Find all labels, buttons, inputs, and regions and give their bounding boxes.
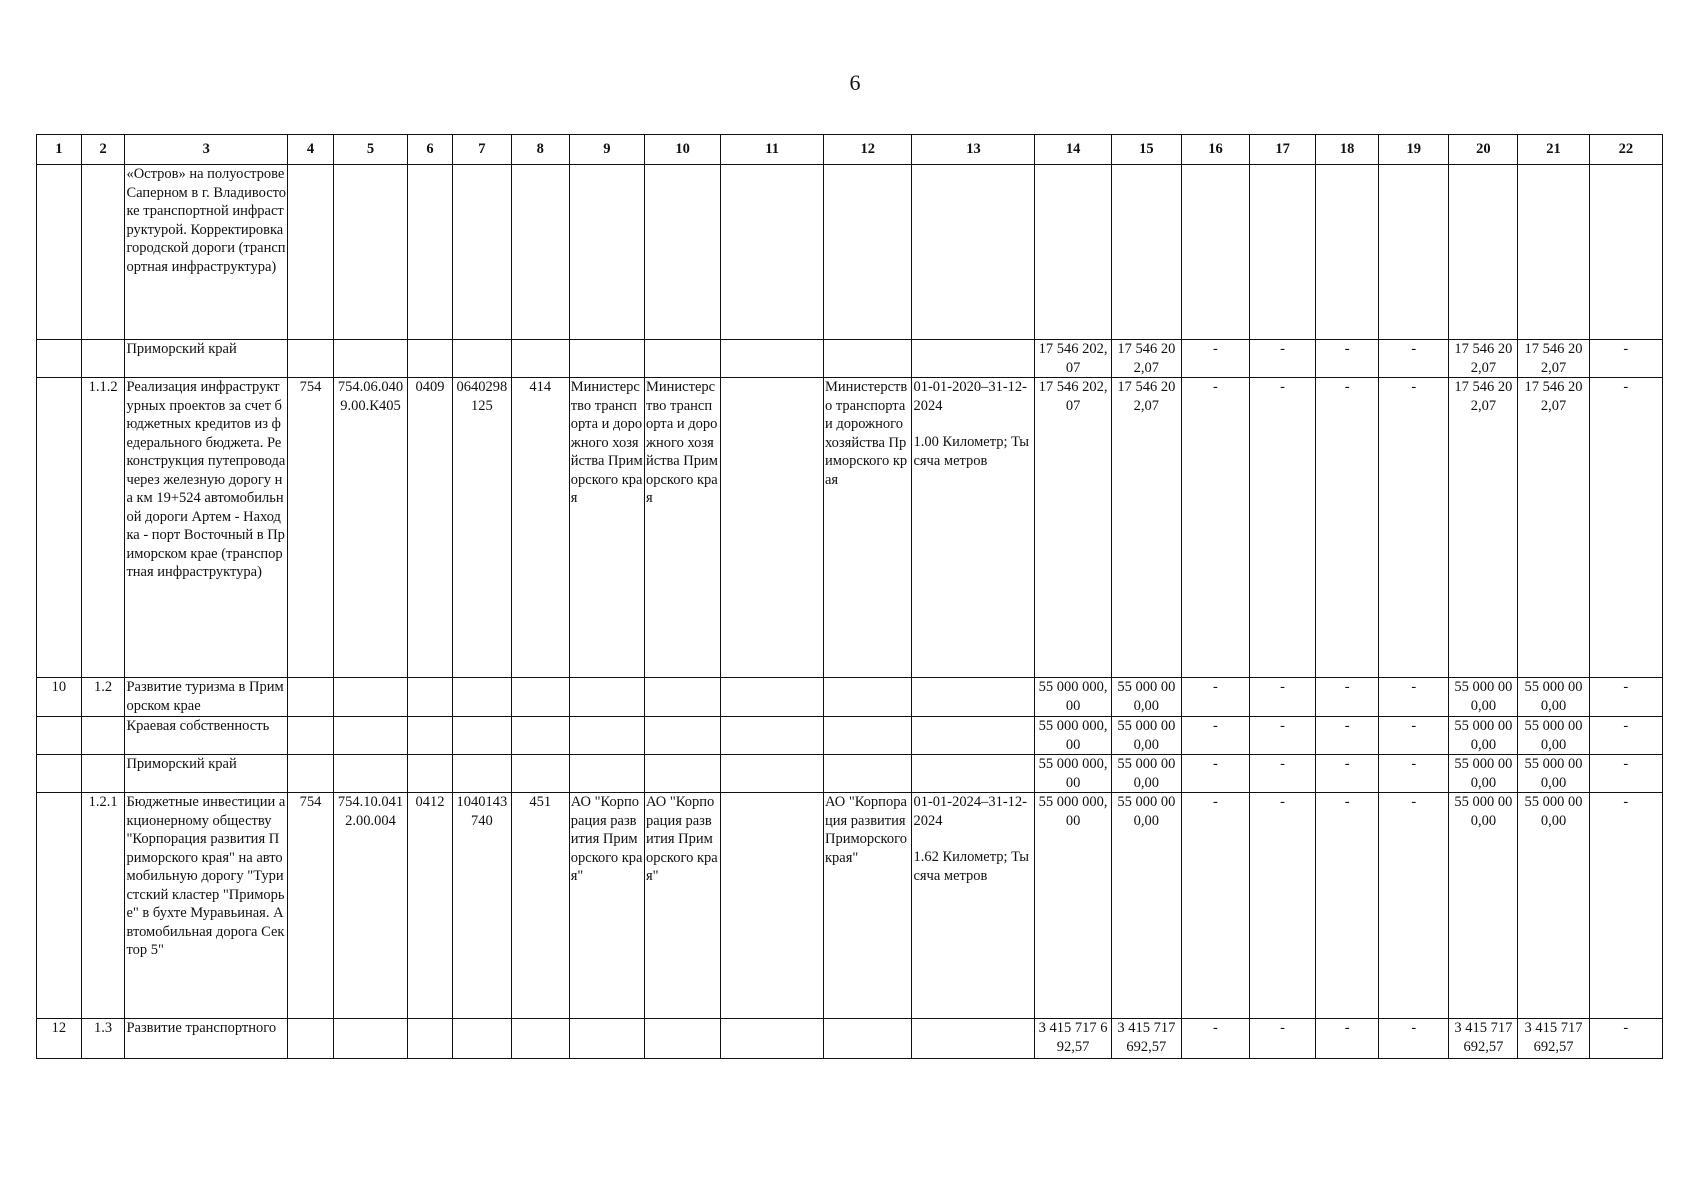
cell xyxy=(569,755,644,793)
cell xyxy=(912,1019,1035,1059)
cell-description: Приморский край xyxy=(125,755,288,793)
cell-amount: 17 546 202,07 xyxy=(1035,340,1111,378)
cell-description: Бюджетные инвестиции акционерному обществу "Корпорация развития Приморского края" на автомобильную дорогу "Туристский кластер "Приморье" в бухте Муравьиная. Автомобильная дорога Сектор 5" xyxy=(125,793,288,1019)
cell-amount: 55 000 000,00 xyxy=(1111,678,1181,717)
cell xyxy=(452,340,511,378)
cell: - xyxy=(1379,793,1449,1019)
header-cell: 16 xyxy=(1181,135,1249,165)
cell: - xyxy=(1589,755,1662,793)
cell-period-and-capacity xyxy=(912,793,1035,1019)
cell: - xyxy=(1181,793,1249,1019)
cell-description: Приморский край xyxy=(125,340,288,378)
cell-amount: 17 546 202,07 xyxy=(1518,378,1589,678)
cell-description: Краевая собственность xyxy=(125,717,288,755)
table-row xyxy=(37,717,1663,755)
cell-amount xyxy=(1449,165,1518,340)
cell-capacity: 1.00 Километр; Тысяча метров xyxy=(913,434,1029,469)
header-cell: 1 xyxy=(37,135,82,165)
cell: - xyxy=(1589,678,1662,717)
cell: 1040143740 xyxy=(452,793,511,1019)
cell-row-number xyxy=(37,378,82,678)
cell xyxy=(1181,165,1249,340)
header-cell: 4 xyxy=(288,135,334,165)
cell xyxy=(288,678,334,717)
cell xyxy=(511,717,569,755)
cell-amount: 55 000 000,00 xyxy=(1518,717,1589,755)
cell-row-number xyxy=(37,717,82,755)
cell xyxy=(823,717,911,755)
cell xyxy=(721,755,824,793)
cell-amount: 55 000 000,00 xyxy=(1035,755,1111,793)
cell xyxy=(408,1019,453,1059)
cell: 0409 xyxy=(408,378,453,678)
cell-item-code: 1.2.1 xyxy=(81,793,125,1019)
header-cell: 15 xyxy=(1111,135,1181,165)
cell: - xyxy=(1589,1019,1662,1059)
cell xyxy=(721,1019,824,1059)
header-cell: 21 xyxy=(1518,135,1589,165)
header-cell: 8 xyxy=(511,135,569,165)
cell: - xyxy=(1379,717,1449,755)
cell-amount: 3 415 717 692,57 xyxy=(1518,1019,1589,1059)
cell-row-number: 10 xyxy=(37,678,82,717)
cell xyxy=(645,678,721,717)
cell: 414 xyxy=(511,378,569,678)
cell: - xyxy=(1316,1019,1379,1059)
cell xyxy=(721,378,824,678)
cell xyxy=(823,165,911,340)
cell: - xyxy=(1589,378,1662,678)
table-row xyxy=(37,1019,1663,1059)
header-cell: 3 xyxy=(125,135,288,165)
cell xyxy=(333,755,407,793)
cell: - xyxy=(1379,1019,1449,1059)
cell: - xyxy=(1589,340,1662,378)
cell xyxy=(912,678,1035,717)
cell-organization: Министерство транспорта и дорожного хозяйства Приморского края xyxy=(823,378,911,678)
cell-amount xyxy=(1518,165,1589,340)
cell-description: «Остров» на полуострове Саперном в г. Владивостоке транспортной инфраструктурой. Корректировка городской дороги (транспортная инфраструктура) xyxy=(125,165,288,340)
cell xyxy=(569,1019,644,1059)
cell xyxy=(823,340,911,378)
cell-item-code: 1.2 xyxy=(81,678,125,717)
cell-organization: АО "Корпорация развития Приморского края" xyxy=(569,793,644,1019)
cell xyxy=(721,340,824,378)
cell: 754 xyxy=(288,793,334,1019)
cell xyxy=(288,755,334,793)
cell xyxy=(333,1019,407,1059)
cell-amount xyxy=(1111,165,1181,340)
cell: - xyxy=(1379,340,1449,378)
cell-item-code: 1.3 xyxy=(81,1019,125,1059)
cell xyxy=(408,340,453,378)
cell xyxy=(452,755,511,793)
cell-amount: 55 000 000,00 xyxy=(1449,678,1518,717)
cell xyxy=(333,717,407,755)
cell xyxy=(288,340,334,378)
cell xyxy=(912,165,1035,340)
cell: - xyxy=(1316,793,1379,1019)
table-row xyxy=(37,378,1663,678)
cell-row-number xyxy=(37,755,82,793)
cell: - xyxy=(1316,378,1379,678)
header-cell: 2 xyxy=(81,135,125,165)
cell-capacity: 1.62 Километр; Тысяча метров xyxy=(913,849,1029,884)
cell xyxy=(1589,165,1662,340)
cell xyxy=(288,165,334,340)
header-cell: 18 xyxy=(1316,135,1379,165)
cell-classification-code: 754.06.0409.00.К405 xyxy=(333,378,407,678)
cell: - xyxy=(1250,755,1316,793)
cell: - xyxy=(1379,678,1449,717)
cell xyxy=(569,165,644,340)
cell xyxy=(452,717,511,755)
cell-amount: 55 000 000,00 xyxy=(1111,717,1181,755)
cell-amount: 17 546 202,07 xyxy=(1035,378,1111,678)
cell: - xyxy=(1316,678,1379,717)
cell: - xyxy=(1181,340,1249,378)
cell: - xyxy=(1589,717,1662,755)
cell-amount: 55 000 000,00 xyxy=(1518,793,1589,1019)
cell-amount: 17 546 202,07 xyxy=(1518,340,1589,378)
cell xyxy=(912,755,1035,793)
cell-item-code xyxy=(81,717,125,755)
header-cell: 9 xyxy=(569,135,644,165)
cell-period: 01-01-2020–31-12-2024 xyxy=(913,379,1028,414)
cell: - xyxy=(1589,793,1662,1019)
cell xyxy=(288,717,334,755)
cell: - xyxy=(1250,678,1316,717)
cell-period-and-capacity xyxy=(912,378,1035,678)
cell xyxy=(721,678,824,717)
cell-item-code xyxy=(81,340,125,378)
cell-item-code: 1.1.2 xyxy=(81,378,125,678)
cell-amount: 17 546 202,07 xyxy=(1111,340,1181,378)
header-cell: 17 xyxy=(1250,135,1316,165)
cell-description: Реализация инфраструктурных проектов за счет бюджетных кредитов из федерального бюджета. Реконструкция путепровода через железную дорогу на км 19+524 автомобильной дороги Артем - Находка - порт Восточный в Приморском крае (транспортная инфраструктура) xyxy=(125,378,288,678)
cell-organization: Министерство транспорта и дорожного хозяйства Приморского края xyxy=(569,378,644,678)
cell: 451 xyxy=(511,793,569,1019)
cell xyxy=(408,717,453,755)
cell-row-number: 12 xyxy=(37,1019,82,1059)
cell xyxy=(823,678,911,717)
cell: 0412 xyxy=(408,793,453,1019)
cell: - xyxy=(1316,755,1379,793)
cell xyxy=(333,340,407,378)
budget-table xyxy=(36,134,1663,1059)
cell-description: Развитие транспортного xyxy=(125,1019,288,1059)
cell-amount: 3 415 717 692,57 xyxy=(1035,1019,1111,1059)
cell xyxy=(511,755,569,793)
cell xyxy=(645,755,721,793)
cell: - xyxy=(1181,717,1249,755)
cell-amount: 55 000 000,00 xyxy=(1449,717,1518,755)
header-cell: 22 xyxy=(1589,135,1662,165)
cell xyxy=(1250,165,1316,340)
cell xyxy=(511,340,569,378)
header-cell: 14 xyxy=(1035,135,1111,165)
cell: 0640298125 xyxy=(452,378,511,678)
header-cell: 10 xyxy=(645,135,721,165)
cell xyxy=(823,755,911,793)
cell xyxy=(333,165,407,340)
cell: - xyxy=(1181,755,1249,793)
cell xyxy=(569,678,644,717)
cell-period: 01-01-2024–31-12-2024 xyxy=(913,794,1028,829)
cell xyxy=(645,340,721,378)
header-cell: 6 xyxy=(408,135,453,165)
header-cell: 7 xyxy=(452,135,511,165)
cell xyxy=(721,165,824,340)
header-row xyxy=(37,135,1663,165)
cell-amount: 17 546 202,07 xyxy=(1449,340,1518,378)
cell: - xyxy=(1181,1019,1249,1059)
cell xyxy=(408,165,453,340)
cell-row-number xyxy=(37,793,82,1019)
header-cell: 20 xyxy=(1449,135,1518,165)
cell-amount: 55 000 000,00 xyxy=(1449,793,1518,1019)
cell-amount: 55 000 000,00 xyxy=(1111,755,1181,793)
cell xyxy=(452,678,511,717)
cell xyxy=(912,717,1035,755)
cell-item-code xyxy=(81,165,125,340)
cell xyxy=(333,678,407,717)
cell xyxy=(912,340,1035,378)
table-row xyxy=(37,755,1663,793)
cell xyxy=(1379,165,1449,340)
cell: - xyxy=(1250,793,1316,1019)
cell: - xyxy=(1250,378,1316,678)
cell: 754 xyxy=(288,378,334,678)
cell-amount: 55 000 000,00 xyxy=(1518,678,1589,717)
cell xyxy=(511,678,569,717)
cell xyxy=(645,717,721,755)
cell-amount: 3 415 717 692,57 xyxy=(1111,1019,1181,1059)
cell-row-number xyxy=(37,165,82,340)
cell xyxy=(288,1019,334,1059)
cell-amount: 55 000 000,00 xyxy=(1035,678,1111,717)
table-row xyxy=(37,165,1663,340)
cell: - xyxy=(1181,678,1249,717)
cell-amount: 3 415 717 692,57 xyxy=(1449,1019,1518,1059)
table-row xyxy=(37,678,1663,717)
cell-amount: 55 000 000,00 xyxy=(1035,793,1111,1019)
cell-row-number xyxy=(37,340,82,378)
cell-amount: 55 000 000,00 xyxy=(1035,717,1111,755)
cell xyxy=(511,165,569,340)
cell: - xyxy=(1250,1019,1316,1059)
cell xyxy=(452,1019,511,1059)
cell-classification-code: 754.10.0412.00.004 xyxy=(333,793,407,1019)
cell-amount: 55 000 000,00 xyxy=(1111,793,1181,1019)
table-row xyxy=(37,340,1663,378)
cell-item-code xyxy=(81,755,125,793)
cell xyxy=(408,678,453,717)
cell xyxy=(645,1019,721,1059)
header-cell: 19 xyxy=(1379,135,1449,165)
cell-organization: АО "Корпорация развития Приморского края" xyxy=(823,793,911,1019)
cell xyxy=(569,717,644,755)
cell xyxy=(645,165,721,340)
cell: - xyxy=(1250,340,1316,378)
cell xyxy=(511,1019,569,1059)
cell-organization: АО "Корпорация развития Приморского края" xyxy=(645,793,721,1019)
cell-amount: 55 000 000,00 xyxy=(1518,755,1589,793)
cell xyxy=(721,717,824,755)
cell: - xyxy=(1316,340,1379,378)
cell-description: Развитие туризма в Приморском крае xyxy=(125,678,288,717)
cell-amount xyxy=(1035,165,1111,340)
cell: - xyxy=(1181,378,1249,678)
cell xyxy=(721,793,824,1019)
header-cell: 13 xyxy=(912,135,1035,165)
cell: - xyxy=(1379,378,1449,678)
cell: - xyxy=(1316,717,1379,755)
cell xyxy=(569,340,644,378)
cell xyxy=(823,1019,911,1059)
page-number: 6 xyxy=(849,70,861,95)
cell: - xyxy=(1379,755,1449,793)
table-row xyxy=(37,793,1663,1019)
cell xyxy=(1316,165,1379,340)
cell-amount: 17 546 202,07 xyxy=(1449,378,1518,678)
cell xyxy=(408,755,453,793)
cell-amount: 17 546 202,07 xyxy=(1111,378,1181,678)
cell-organization: Министерство транспорта и дорожного хозяйства Приморского края xyxy=(645,378,721,678)
cell: - xyxy=(1250,717,1316,755)
header-cell: 5 xyxy=(333,135,407,165)
header-cell: 12 xyxy=(823,135,911,165)
cell xyxy=(452,165,511,340)
header-cell: 11 xyxy=(721,135,824,165)
cell-amount: 55 000 000,00 xyxy=(1449,755,1518,793)
